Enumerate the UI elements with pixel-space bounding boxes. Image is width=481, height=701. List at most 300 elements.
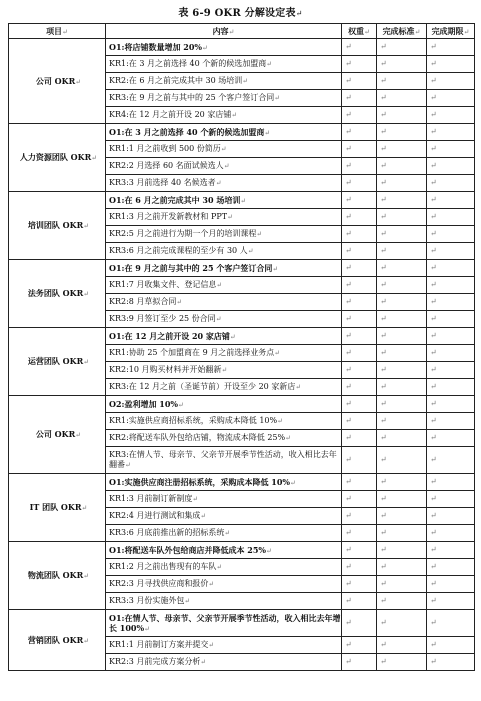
team-cell bbox=[9, 124, 106, 192]
header-row bbox=[9, 24, 475, 39]
weight-cell bbox=[342, 396, 377, 413]
weight-cell bbox=[342, 379, 377, 396]
paragraph-mark-icon: ↵ bbox=[380, 382, 387, 391]
paragraph-mark-icon: ↵ bbox=[274, 349, 281, 357]
key-result-text-cell bbox=[106, 654, 342, 671]
objective-row bbox=[9, 39, 475, 56]
objective-text-cell bbox=[106, 192, 342, 209]
key-result-text: KR2:2 月选择 60 名面试候选人 bbox=[109, 161, 224, 170]
deadline-cell bbox=[427, 311, 475, 328]
key-result-text: KR1:1 月之前收到 500 份简历 bbox=[109, 144, 221, 153]
paragraph-mark-icon: ↵ bbox=[380, 545, 387, 554]
key-result-text-cell bbox=[106, 175, 342, 192]
deadline-cell bbox=[427, 107, 475, 124]
paragraph-mark-icon: ↵ bbox=[216, 281, 223, 289]
deadline-cell bbox=[427, 637, 475, 654]
paragraph-mark-icon: ↵ bbox=[430, 579, 437, 588]
paragraph-mark-icon: ↵ bbox=[345, 110, 352, 119]
paragraph-mark-icon: ↵ bbox=[228, 27, 235, 36]
paragraph-mark-icon: ↵ bbox=[430, 640, 437, 649]
paragraph-mark-icon: ↵ bbox=[208, 641, 215, 649]
paragraph-mark-icon: ↵ bbox=[380, 657, 387, 666]
key-result-text: KR3:9 月签订至少 25 份合同 bbox=[109, 314, 216, 323]
team-cell bbox=[9, 39, 106, 124]
objective-text: O1:在 9 月之前与其中的 25 个客户签订合同 bbox=[109, 262, 273, 273]
weight-cell bbox=[342, 593, 377, 610]
objective-text-cell bbox=[106, 124, 342, 141]
paragraph-mark-icon: ↵ bbox=[345, 528, 352, 537]
standard-cell bbox=[377, 277, 427, 294]
paragraph-mark-icon: ↵ bbox=[83, 290, 90, 298]
paragraph-mark-icon: ↵ bbox=[247, 247, 254, 255]
paragraph-mark-icon: ↵ bbox=[345, 477, 352, 486]
standard-cell bbox=[377, 260, 427, 277]
objective-text-cell bbox=[106, 542, 342, 559]
key-result-text: KR3:在 12 月之前（圣诞节前）开设至少 20 家新店 bbox=[109, 382, 296, 391]
paragraph-mark-icon: ↵ bbox=[380, 127, 387, 136]
key-result-text-cell bbox=[106, 209, 342, 226]
weight-cell bbox=[342, 39, 377, 56]
paragraph-mark-icon: ↵ bbox=[208, 580, 215, 588]
weight-cell bbox=[342, 430, 377, 447]
deadline-cell bbox=[427, 124, 475, 141]
key-result-text: KR1:协助 25 个加盟商在 9 月之前选择业务点 bbox=[109, 348, 275, 357]
objective-row bbox=[9, 260, 475, 277]
paragraph-mark-icon: ↵ bbox=[380, 314, 387, 323]
weight-cell bbox=[342, 345, 377, 362]
standard-cell bbox=[377, 542, 427, 559]
paragraph-mark-icon: ↵ bbox=[430, 348, 437, 357]
paragraph-mark-icon: ↵ bbox=[380, 195, 387, 204]
objective-text-cell bbox=[106, 396, 342, 413]
weight-cell bbox=[342, 413, 377, 430]
paragraph-mark-icon: ↵ bbox=[345, 42, 352, 51]
header-content: 内容↵ bbox=[106, 24, 342, 39]
weight-cell bbox=[342, 158, 377, 175]
key-result-text-cell bbox=[106, 107, 342, 124]
standard-cell bbox=[377, 576, 427, 593]
paragraph-mark-icon: ↵ bbox=[430, 59, 437, 68]
team-label: 运营团队 OKR bbox=[27, 356, 84, 366]
paragraph-mark-icon: ↵ bbox=[430, 42, 437, 51]
key-result-text-cell bbox=[106, 158, 342, 175]
objective-text: O2:盈利增加 10% bbox=[109, 398, 179, 409]
paragraph-mark-icon: ↵ bbox=[295, 9, 303, 18]
objective-text-cell bbox=[106, 610, 342, 637]
paragraph-mark-icon: ↵ bbox=[345, 455, 352, 464]
key-result-text: KR3:3 月份实施外包 bbox=[109, 596, 185, 605]
objective-text: O1:实施供应商注册招标系统，采购成本降低 10% bbox=[109, 476, 291, 487]
team-label: 人力资源团队 OKR bbox=[19, 152, 92, 162]
key-result-text-cell bbox=[106, 430, 342, 447]
key-result-text: KR3:3 月前选择 40 名候选者 bbox=[109, 178, 216, 187]
paragraph-mark-icon: ↵ bbox=[295, 383, 302, 391]
standard-cell bbox=[377, 508, 427, 525]
deadline-cell bbox=[427, 379, 475, 396]
key-result-text: KR1:7 月收集文件、登记信息 bbox=[109, 280, 217, 289]
standard-cell bbox=[377, 141, 427, 158]
paragraph-mark-icon: ↵ bbox=[345, 59, 352, 68]
paragraph-mark-icon: ↵ bbox=[380, 229, 387, 238]
standard-cell bbox=[377, 73, 427, 90]
deadline-cell bbox=[427, 362, 475, 379]
weight-cell bbox=[342, 328, 377, 345]
paragraph-mark-icon: ↵ bbox=[215, 315, 222, 323]
paragraph-mark-icon: ↵ bbox=[345, 297, 352, 306]
paragraph-mark-icon: ↵ bbox=[380, 331, 387, 340]
standard-cell bbox=[377, 294, 427, 311]
header-weight: 权重↵ bbox=[342, 24, 377, 39]
paragraph-mark-icon: ↵ bbox=[430, 618, 437, 627]
okr-table bbox=[8, 23, 475, 671]
paragraph-mark-icon: ↵ bbox=[380, 59, 387, 68]
paragraph-mark-icon: ↵ bbox=[380, 416, 387, 425]
key-result-text: KR2:5 月之前进行为期一个月的培训课程 bbox=[109, 229, 257, 238]
deadline-cell bbox=[427, 192, 475, 209]
paragraph-mark-icon: ↵ bbox=[256, 230, 263, 238]
paragraph-mark-icon: ↵ bbox=[430, 93, 437, 102]
paragraph-mark-icon: ↵ bbox=[285, 434, 291, 442]
paragraph-mark-icon: ↵ bbox=[380, 455, 387, 464]
weight-cell bbox=[342, 637, 377, 654]
objective-text-cell bbox=[106, 260, 342, 277]
key-result-text: KR3:6 月底前推出新的招标系统 bbox=[109, 528, 225, 537]
okr-table-body bbox=[9, 39, 475, 671]
deadline-cell bbox=[427, 226, 475, 243]
standard-cell bbox=[377, 559, 427, 576]
deadline-cell bbox=[427, 559, 475, 576]
key-result-text-cell bbox=[106, 73, 342, 90]
paragraph-mark-icon: ↵ bbox=[364, 27, 370, 36]
team-cell bbox=[9, 610, 106, 671]
team-cell bbox=[9, 192, 106, 260]
paragraph-mark-icon: ↵ bbox=[345, 365, 352, 374]
weight-cell bbox=[342, 654, 377, 671]
paragraph-mark-icon: ↵ bbox=[345, 640, 352, 649]
paragraph-mark-icon: ↵ bbox=[345, 348, 352, 357]
weight-cell bbox=[342, 559, 377, 576]
deadline-cell bbox=[427, 73, 475, 90]
standard-cell bbox=[377, 610, 427, 637]
paragraph-mark-icon: ↵ bbox=[231, 111, 238, 119]
paragraph-mark-icon: ↵ bbox=[463, 27, 470, 36]
key-result-text-cell bbox=[106, 311, 342, 328]
paragraph-mark-icon: ↵ bbox=[345, 494, 352, 503]
paragraph-mark-icon: ↵ bbox=[380, 280, 387, 289]
paragraph-mark-icon: ↵ bbox=[380, 348, 387, 357]
table-caption bbox=[0, 4, 481, 19]
header-deadline: 完成期限↵ bbox=[427, 24, 475, 39]
paragraph-mark-icon: ↵ bbox=[380, 494, 387, 503]
key-result-text: KR1:3 月前制订新制度 bbox=[109, 494, 193, 503]
standard-cell bbox=[377, 175, 427, 192]
header-standard: 完成标准↵ bbox=[377, 24, 427, 39]
deadline-cell bbox=[427, 447, 475, 474]
paragraph-mark-icon: ↵ bbox=[229, 332, 236, 341]
paragraph-mark-icon: ↵ bbox=[380, 596, 387, 605]
key-result-text: KR1:实施供应商招标系统，采购成本降低 10% bbox=[109, 416, 278, 425]
deadline-cell bbox=[427, 175, 475, 192]
paragraph-mark-icon: ↵ bbox=[430, 331, 437, 340]
paragraph-mark-icon: ↵ bbox=[345, 229, 352, 238]
standard-cell bbox=[377, 593, 427, 610]
paragraph-mark-icon: ↵ bbox=[178, 400, 184, 409]
deadline-cell bbox=[427, 413, 475, 430]
team-label: 公司 OKR bbox=[35, 429, 76, 439]
standard-cell bbox=[377, 328, 427, 345]
paragraph-mark-icon: ↵ bbox=[215, 179, 222, 187]
weight-cell bbox=[342, 107, 377, 124]
deadline-cell bbox=[427, 508, 475, 525]
weight-cell bbox=[342, 175, 377, 192]
objective-text-cell bbox=[106, 474, 342, 491]
key-result-text-cell bbox=[106, 637, 342, 654]
paragraph-mark-icon: ↵ bbox=[380, 528, 387, 537]
standard-cell bbox=[377, 491, 427, 508]
team-label: 培训团队 OKR bbox=[27, 220, 84, 230]
key-result-text-cell bbox=[106, 576, 342, 593]
paragraph-mark-icon: ↵ bbox=[125, 461, 131, 469]
paragraph-mark-icon: ↵ bbox=[144, 624, 150, 633]
team-label: 法务团队 OKR bbox=[27, 288, 84, 298]
standard-cell bbox=[377, 637, 427, 654]
paragraph-mark-icon: ↵ bbox=[264, 128, 271, 137]
deadline-cell bbox=[427, 654, 475, 671]
standard-cell bbox=[377, 56, 427, 73]
deadline-cell bbox=[427, 491, 475, 508]
key-result-text: KR2:3 月寻找供应商和报价 bbox=[109, 579, 209, 588]
standard-cell bbox=[377, 430, 427, 447]
paragraph-mark-icon: ↵ bbox=[345, 618, 352, 627]
key-result-text: KR2:将配送车队外包给店铺，物流成本降低 25% bbox=[109, 433, 286, 442]
weight-cell bbox=[342, 243, 377, 260]
paragraph-mark-icon: ↵ bbox=[380, 579, 387, 588]
weight-cell bbox=[342, 576, 377, 593]
paragraph-mark-icon: ↵ bbox=[380, 562, 387, 571]
key-result-text-cell bbox=[106, 593, 342, 610]
standard-cell bbox=[377, 654, 427, 671]
paragraph-mark-icon: ↵ bbox=[380, 178, 387, 187]
weight-cell bbox=[342, 474, 377, 491]
paragraph-mark-icon: ↵ bbox=[430, 545, 437, 554]
paragraph-mark-icon: ↵ bbox=[224, 529, 231, 537]
key-result-text: KR2:3 月前完成方案分析 bbox=[109, 657, 201, 666]
key-result-text-cell bbox=[106, 525, 342, 542]
team-cell bbox=[9, 474, 106, 542]
standard-cell bbox=[377, 226, 427, 243]
key-result-text-cell bbox=[106, 90, 342, 107]
paragraph-mark-icon: ↵ bbox=[81, 504, 88, 512]
weight-cell bbox=[342, 294, 377, 311]
paragraph-mark-icon: ↵ bbox=[430, 528, 437, 537]
weight-cell bbox=[342, 542, 377, 559]
key-result-text: KR2:4 月进行测试和集成 bbox=[109, 511, 201, 520]
objective-text: O1:在 12 月之前开设 20 家店铺 bbox=[109, 330, 230, 341]
paragraph-mark-icon: ↵ bbox=[380, 93, 387, 102]
standard-cell bbox=[377, 243, 427, 260]
paragraph-mark-icon: ↵ bbox=[430, 161, 437, 170]
paragraph-mark-icon: ↵ bbox=[345, 263, 352, 272]
paragraph-mark-icon: ↵ bbox=[345, 144, 352, 153]
team-cell bbox=[9, 396, 106, 474]
paragraph-mark-icon: ↵ bbox=[202, 43, 208, 52]
deadline-cell bbox=[427, 56, 475, 73]
standard-cell bbox=[377, 192, 427, 209]
paragraph-mark-icon: ↵ bbox=[91, 154, 98, 162]
standard-cell bbox=[377, 90, 427, 107]
key-result-text: KR2:8 月草拟合同 bbox=[109, 297, 177, 306]
paragraph-mark-icon: ↵ bbox=[200, 512, 207, 520]
key-result-text-cell bbox=[106, 413, 342, 430]
team-label: IT 团队 OKR bbox=[29, 502, 82, 512]
weight-cell bbox=[342, 491, 377, 508]
objective-text: O1:在 6 月之前完成其中 30 场培训 bbox=[109, 194, 241, 205]
paragraph-mark-icon: ↵ bbox=[430, 494, 437, 503]
paragraph-mark-icon: ↵ bbox=[345, 399, 352, 408]
team-cell bbox=[9, 542, 106, 610]
standard-cell bbox=[377, 39, 427, 56]
paragraph-mark-icon: ↵ bbox=[430, 127, 437, 136]
weight-cell bbox=[342, 610, 377, 637]
paragraph-mark-icon: ↵ bbox=[430, 144, 437, 153]
paragraph-mark-icon: ↵ bbox=[430, 229, 437, 238]
paragraph-mark-icon: ↵ bbox=[345, 76, 352, 85]
deadline-cell bbox=[427, 209, 475, 226]
paragraph-mark-icon: ↵ bbox=[75, 431, 82, 439]
deadline-cell bbox=[427, 260, 475, 277]
paragraph-mark-icon: ↵ bbox=[430, 178, 437, 187]
paragraph-mark-icon: ↵ bbox=[83, 358, 90, 366]
deadline-cell bbox=[427, 430, 475, 447]
paragraph-mark-icon: ↵ bbox=[345, 545, 352, 554]
paragraph-mark-icon: ↵ bbox=[345, 314, 352, 323]
paragraph-mark-icon: ↵ bbox=[430, 562, 437, 571]
paragraph-mark-icon: ↵ bbox=[274, 94, 281, 102]
paragraph-mark-icon: ↵ bbox=[380, 161, 387, 170]
deadline-cell bbox=[427, 158, 475, 175]
paragraph-mark-icon: ↵ bbox=[345, 178, 352, 187]
paragraph-mark-icon: ↵ bbox=[430, 477, 437, 486]
weight-cell bbox=[342, 192, 377, 209]
paragraph-mark-icon: ↵ bbox=[430, 76, 437, 85]
key-result-text: KR1:3 月之前开发新教材和 PPT bbox=[109, 212, 228, 221]
key-result-text-cell bbox=[106, 277, 342, 294]
key-result-text: KR3:在情人节、母亲节、父亲节开展季节性活动，收入相比去年翻番 bbox=[109, 450, 337, 469]
team-cell bbox=[9, 260, 106, 328]
standard-cell bbox=[377, 311, 427, 328]
deadline-cell bbox=[427, 610, 475, 637]
paragraph-mark-icon: ↵ bbox=[430, 416, 437, 425]
paragraph-mark-icon: ↵ bbox=[266, 546, 272, 555]
objective-text: O1:将店铺数量增加 20% bbox=[109, 41, 203, 52]
deadline-cell bbox=[427, 576, 475, 593]
weight-cell bbox=[342, 508, 377, 525]
key-result-text-cell bbox=[106, 491, 342, 508]
weight-cell bbox=[342, 209, 377, 226]
team-label: 物流团队 OKR bbox=[27, 570, 84, 580]
key-result-text-cell bbox=[106, 56, 342, 73]
paragraph-mark-icon: ↵ bbox=[380, 76, 387, 85]
weight-cell bbox=[342, 226, 377, 243]
objective-row bbox=[9, 542, 475, 559]
paragraph-mark-icon: ↵ bbox=[380, 433, 387, 442]
header-item: 项目↵ bbox=[9, 24, 106, 39]
weight-cell bbox=[342, 311, 377, 328]
paragraph-mark-icon: ↵ bbox=[430, 212, 437, 221]
team-cell bbox=[9, 328, 106, 396]
standard-cell bbox=[377, 209, 427, 226]
paragraph-mark-icon: ↵ bbox=[200, 658, 207, 666]
paragraph-mark-icon: ↵ bbox=[430, 297, 437, 306]
paragraph-mark-icon: ↵ bbox=[176, 298, 183, 306]
weight-cell bbox=[342, 141, 377, 158]
paragraph-mark-icon: ↵ bbox=[380, 263, 387, 272]
paragraph-mark-icon: ↵ bbox=[277, 417, 283, 425]
deadline-cell bbox=[427, 90, 475, 107]
team-label: 公司 OKR bbox=[35, 75, 76, 86]
paragraph-mark-icon: ↵ bbox=[83, 222, 90, 230]
deadline-cell bbox=[427, 277, 475, 294]
paragraph-mark-icon: ↵ bbox=[430, 455, 437, 464]
paragraph-mark-icon: ↵ bbox=[380, 297, 387, 306]
deadline-cell bbox=[427, 345, 475, 362]
deadline-cell bbox=[427, 39, 475, 56]
paragraph-mark-icon: ↵ bbox=[345, 382, 352, 391]
weight-cell bbox=[342, 73, 377, 90]
key-result-text: KR2:10 月购买材料并开始翻新 bbox=[109, 365, 222, 374]
paragraph-mark-icon: ↵ bbox=[430, 365, 437, 374]
weight-cell bbox=[342, 525, 377, 542]
standard-cell bbox=[377, 379, 427, 396]
key-result-text-cell bbox=[106, 243, 342, 260]
paragraph-mark-icon: ↵ bbox=[380, 640, 387, 649]
key-result-text-cell bbox=[106, 447, 342, 474]
paragraph-mark-icon: ↵ bbox=[345, 161, 352, 170]
paragraph-mark-icon: ↵ bbox=[345, 596, 352, 605]
key-result-text: KR1:2 月之前出售现有的车队 bbox=[109, 562, 217, 571]
standard-cell bbox=[377, 107, 427, 124]
standard-cell bbox=[377, 525, 427, 542]
paragraph-mark-icon: ↵ bbox=[242, 77, 249, 85]
standard-cell bbox=[377, 345, 427, 362]
paragraph-mark-icon: ↵ bbox=[345, 331, 352, 340]
objective-row bbox=[9, 328, 475, 345]
key-result-text: KR1:1 月前制订方案并提交 bbox=[109, 640, 209, 649]
paragraph-mark-icon: ↵ bbox=[430, 195, 437, 204]
deadline-cell bbox=[427, 141, 475, 158]
deadline-cell bbox=[427, 243, 475, 260]
paragraph-mark-icon: ↵ bbox=[345, 212, 352, 221]
key-result-text-cell bbox=[106, 294, 342, 311]
paragraph-mark-icon: ↵ bbox=[220, 145, 227, 153]
paragraph-mark-icon: ↵ bbox=[430, 280, 437, 289]
weight-cell bbox=[342, 277, 377, 294]
standard-cell bbox=[377, 447, 427, 474]
paragraph-mark-icon: ↵ bbox=[380, 399, 387, 408]
paragraph-mark-icon: ↵ bbox=[430, 110, 437, 119]
key-result-text-cell bbox=[106, 508, 342, 525]
paragraph-mark-icon: ↵ bbox=[380, 365, 387, 374]
paragraph-mark-icon: ↵ bbox=[83, 572, 90, 580]
objective-text-cell bbox=[106, 39, 342, 56]
key-result-text-cell bbox=[106, 226, 342, 243]
paragraph-mark-icon: ↵ bbox=[345, 433, 352, 442]
deadline-cell bbox=[427, 396, 475, 413]
deadline-cell bbox=[427, 474, 475, 491]
paragraph-mark-icon: ↵ bbox=[430, 511, 437, 520]
paragraph-mark-icon: ↵ bbox=[221, 366, 228, 374]
objective-text: O1:在情人节、母亲节、父亲节开展季节性活动，收入相比去年增长 100% bbox=[109, 612, 341, 633]
